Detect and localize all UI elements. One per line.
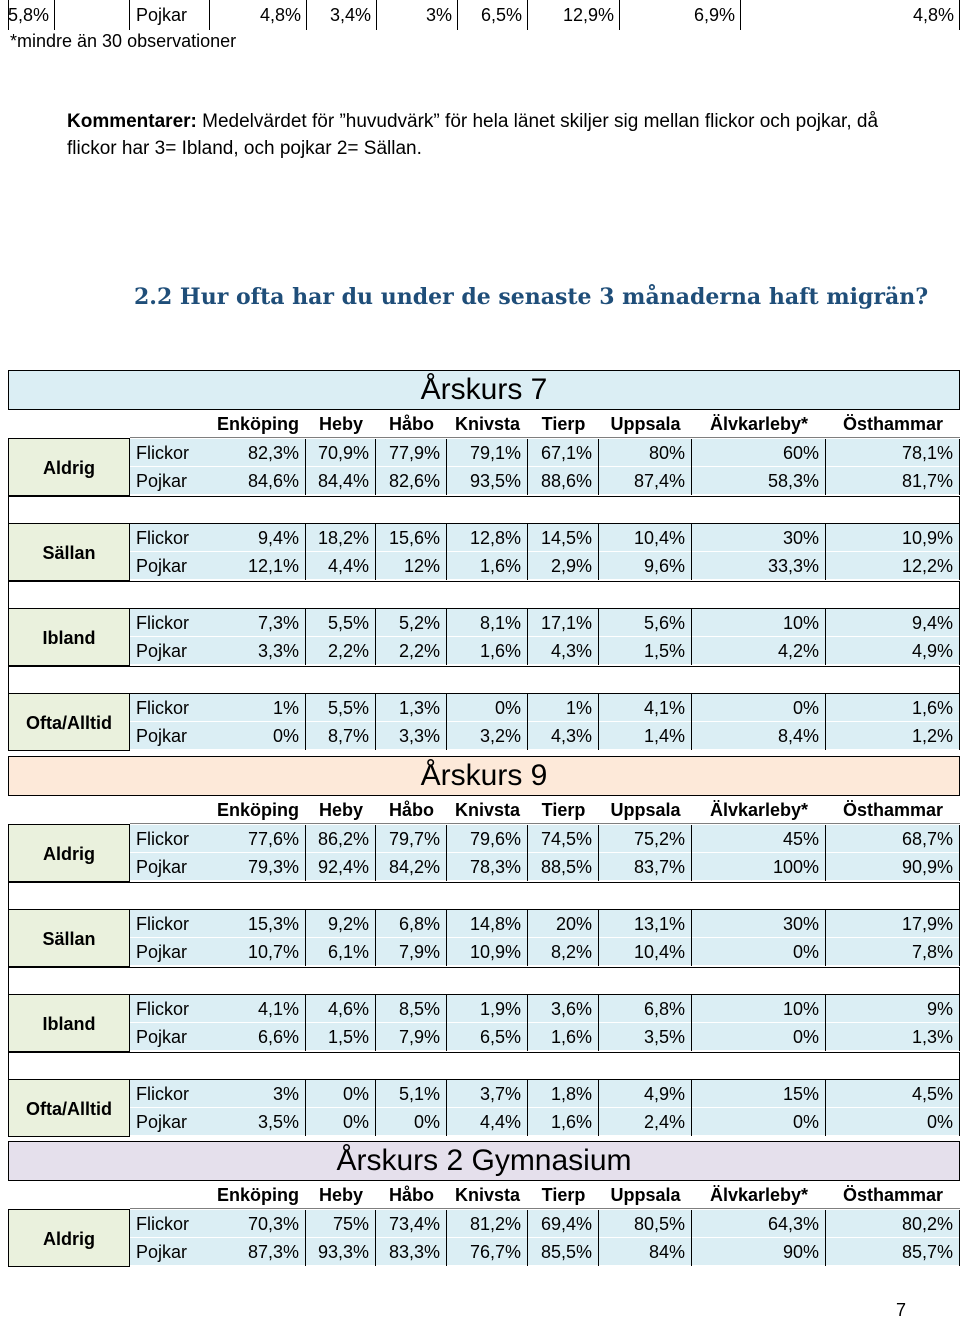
gender-label: Pojkar	[136, 556, 188, 576]
frequency-label: Ofta/Alltid	[8, 1079, 130, 1137]
group-spacer	[8, 496, 960, 524]
table-cell: 15%	[692, 1080, 826, 1108]
table-cell: 75,2%	[599, 825, 692, 853]
table-cell: 33,3%	[692, 552, 826, 580]
table-cell: 77,6%	[210, 825, 306, 853]
table-cell: 1,6%	[826, 694, 960, 722]
table-cell: 15,6%	[376, 524, 447, 552]
gender-label: Pojkar	[136, 726, 188, 746]
table-cell: 8,4%	[692, 722, 826, 750]
row-value: 4,8%	[210, 0, 307, 30]
footnote: *mindre än 30 observationer	[10, 31, 237, 51]
table-row	[130, 910, 960, 938]
table-cell: 8,1%	[447, 609, 528, 637]
table-cell: 87,4%	[599, 467, 692, 495]
table-row	[130, 825, 960, 853]
table-cell: 9,4%	[826, 609, 960, 637]
table-cell: 3,5%	[599, 1023, 692, 1051]
table-cell: 84,4%	[306, 467, 376, 495]
table-cell: 83,7%	[599, 853, 692, 881]
table-cell: 90%	[692, 1238, 826, 1266]
previous-table-row	[8, 0, 960, 30]
section-heading: 2.2 Hur ofta har du under de senaste 3 månaderna haft migrän?	[134, 284, 929, 310]
gender-label: Pojkar	[136, 1112, 188, 1132]
table-cell: 7,9%	[376, 938, 447, 966]
table-cell: 8,2%	[528, 938, 599, 966]
column-header: Tierp	[541, 1185, 586, 1205]
table-cell: 1,9%	[447, 995, 528, 1023]
table-cell: 0%	[306, 1108, 376, 1136]
gender-label: Pojkar	[136, 1027, 188, 1047]
column-header: Enköping	[217, 414, 299, 434]
group-spacer	[8, 1052, 960, 1080]
table-cell: 0%	[692, 694, 826, 722]
table-cell: 68,7%	[826, 825, 960, 853]
table-cell: 82,3%	[210, 439, 306, 467]
table-cell: 77,9%	[376, 439, 447, 467]
table-cell: 2,9%	[528, 552, 599, 580]
frequency-label: Sällan	[8, 523, 130, 581]
table-cell: 7,3%	[210, 609, 306, 637]
table-cell: 69,4%	[528, 1210, 599, 1238]
table-cell: 70,3%	[210, 1210, 306, 1238]
column-header: Heby	[318, 414, 363, 434]
table-cell: 81,7%	[826, 467, 960, 495]
table-cell: 10,9%	[826, 524, 960, 552]
table-cell: 20%	[528, 910, 599, 938]
table-cell: 93,5%	[447, 467, 528, 495]
row-value: 6,9%	[620, 0, 741, 30]
table-row	[130, 1238, 960, 1266]
table-cell: 5,5%	[306, 609, 376, 637]
table-cell: 4,1%	[599, 694, 692, 722]
table-row	[130, 722, 960, 750]
table-cell: 86,2%	[306, 825, 376, 853]
table-row	[130, 467, 960, 495]
group-spacer	[8, 967, 960, 995]
column-header: Heby	[318, 1185, 363, 1205]
table-cell: 1%	[210, 694, 306, 722]
frequency-label: Aldrig	[8, 438, 130, 496]
column-header: Östhammar	[842, 1185, 944, 1205]
table-cell: 8,5%	[376, 995, 447, 1023]
table-cell: 87,3%	[210, 1238, 306, 1266]
column-header: Enköping	[217, 800, 299, 820]
section-title: Årskurs 7	[8, 370, 960, 410]
table-row	[130, 853, 960, 881]
gender-label: Flickor	[136, 698, 189, 718]
table-cell: 73,4%	[376, 1210, 447, 1238]
column-header: Enköping	[217, 1185, 299, 1205]
table-cell: 12%	[376, 552, 447, 580]
table-cell: 80,5%	[599, 1210, 692, 1238]
table-cell: 9,6%	[599, 552, 692, 580]
table-cell: 79,1%	[447, 439, 528, 467]
table-cell: 80%	[599, 439, 692, 467]
table-cell: 9,2%	[306, 910, 376, 938]
table-cell: 78,3%	[447, 853, 528, 881]
table-cell: 10%	[692, 995, 826, 1023]
table-cell: 60%	[692, 439, 826, 467]
table-cell: 4,9%	[826, 637, 960, 665]
table-cell: 1,3%	[826, 1023, 960, 1051]
table-cell: 4,4%	[447, 1108, 528, 1136]
table-row	[130, 524, 960, 552]
table-cell: 6,8%	[599, 995, 692, 1023]
gender-label: Flickor	[136, 914, 189, 934]
column-header: Knivsta	[454, 800, 521, 820]
table-cell: 5,6%	[599, 609, 692, 637]
table-cell: 7,8%	[826, 938, 960, 966]
table-cell: 3,2%	[447, 722, 528, 750]
column-header: Uppsala	[610, 800, 681, 820]
table-cell: 4,5%	[826, 1080, 960, 1108]
group-spacer	[8, 882, 960, 910]
table-cell: 12,8%	[447, 524, 528, 552]
table-cell: 6,6%	[210, 1023, 306, 1051]
table-cell: 4,9%	[599, 1080, 692, 1108]
table-cell: 93,3%	[306, 1238, 376, 1266]
table-cell: 88,5%	[528, 853, 599, 881]
row-value: 6,5%	[458, 0, 528, 30]
table-cell: 80,2%	[826, 1210, 960, 1238]
table-cell: 9,4%	[210, 524, 306, 552]
table-cell: 64,3%	[692, 1210, 826, 1238]
comment-text: Medelvärdet för ”huvudvärk” för hela länet skiljer sig mellan flickor och pojkar, då flickor har 3= Ibland, och pojkar 2= Sällan.	[67, 111, 879, 159]
table-cell: 85,7%	[826, 1238, 960, 1266]
gender-label: Pojkar	[136, 942, 188, 962]
table-cell: 30%	[692, 910, 826, 938]
table-cell: 12,1%	[210, 552, 306, 580]
table-cell: 18,2%	[306, 524, 376, 552]
table-cell: 1,2%	[826, 722, 960, 750]
frequency-label: Ofta/Alltid	[8, 693, 130, 751]
column-header: Uppsala	[610, 414, 681, 434]
table-cell: 1,6%	[447, 637, 528, 665]
table-cell: 100%	[692, 853, 826, 881]
table-cell: 5,2%	[376, 609, 447, 637]
column-header: Östhammar	[842, 800, 944, 820]
table-cell: 6,8%	[376, 910, 447, 938]
comment-label: Kommentarer:	[67, 111, 197, 132]
frequency-label: Ibland	[8, 994, 130, 1052]
table-cell: 30%	[692, 524, 826, 552]
table-cell: 17,1%	[528, 609, 599, 637]
row-value: 3%	[377, 0, 458, 30]
table-cell: 0%	[210, 722, 306, 750]
table-row	[130, 995, 960, 1023]
table-cell: 3,6%	[528, 995, 599, 1023]
table-cell: 1,5%	[599, 637, 692, 665]
table-cell: 79,3%	[210, 853, 306, 881]
frequency-label: Ibland	[8, 608, 130, 666]
column-header: Håbo	[389, 1185, 434, 1205]
table-row	[130, 439, 960, 467]
row-label: Pojkar	[130, 0, 210, 30]
table-cell: 90,9%	[826, 853, 960, 881]
table-cell: 2,4%	[599, 1108, 692, 1136]
table-cell: 81,2%	[447, 1210, 528, 1238]
group-spacer	[8, 581, 960, 609]
table-cell: 4,3%	[528, 637, 599, 665]
table-cell: 1,5%	[306, 1023, 376, 1051]
column-header: Älvkarleby*	[709, 800, 809, 820]
table-cell: 1,8%	[528, 1080, 599, 1108]
table-cell: 8,7%	[306, 722, 376, 750]
table-cell: 4,3%	[528, 722, 599, 750]
table-cell: 79,6%	[447, 825, 528, 853]
table-cell: 4,4%	[306, 552, 376, 580]
frequency-label: Aldrig	[8, 1209, 130, 1267]
frequency-label: Sällan	[8, 909, 130, 967]
table-row	[130, 694, 960, 722]
table-cell: 9%	[826, 995, 960, 1023]
table-cell: 17,9%	[826, 910, 960, 938]
gender-label: Flickor	[136, 613, 189, 633]
table-cell: 70,9%	[306, 439, 376, 467]
table-cell: 3,5%	[210, 1108, 306, 1136]
column-header: Knivsta	[454, 1185, 521, 1205]
table-cell: 3,3%	[376, 722, 447, 750]
table-cell: 45%	[692, 825, 826, 853]
table-cell: 0%	[692, 1023, 826, 1051]
gender-label: Pojkar	[136, 857, 188, 877]
column-header: Älvkarleby*	[709, 414, 809, 434]
column-header-row	[130, 410, 960, 438]
table-row	[130, 1108, 960, 1136]
table-cell: 4,2%	[692, 637, 826, 665]
table-cell: 14,5%	[528, 524, 599, 552]
table-cell: 2,2%	[376, 637, 447, 665]
section-title: Årskurs 2 Gymnasium	[8, 1141, 960, 1181]
table-row	[130, 1023, 960, 1051]
row-value: 5,8%	[8, 0, 55, 30]
gender-label: Pojkar	[136, 471, 188, 491]
table-cell: 10,4%	[599, 938, 692, 966]
table-cell: 13,1%	[599, 910, 692, 938]
table-row	[130, 637, 960, 665]
column-header: Östhammar	[842, 414, 944, 434]
table-cell: 88,6%	[528, 467, 599, 495]
gender-label: Flickor	[136, 829, 189, 849]
section-title: Årskurs 9	[8, 756, 960, 796]
table-cell: 92,4%	[306, 853, 376, 881]
column-header: Tierp	[541, 414, 586, 434]
table-row	[130, 1210, 960, 1238]
table-cell: 0%	[376, 1108, 447, 1136]
table-row	[130, 609, 960, 637]
table-cell: 75%	[306, 1210, 376, 1238]
table-cell: 1%	[528, 694, 599, 722]
table-cell: 79,7%	[376, 825, 447, 853]
table-cell: 7,9%	[376, 1023, 447, 1051]
table-cell: 10,9%	[447, 938, 528, 966]
table-row	[130, 552, 960, 580]
table-cell: 83,3%	[376, 1238, 447, 1266]
table-cell: 14,8%	[447, 910, 528, 938]
column-header: Heby	[318, 800, 363, 820]
gender-label: Flickor	[136, 528, 189, 548]
table-cell: 6,5%	[447, 1023, 528, 1051]
table-cell: 3,3%	[210, 637, 306, 665]
table-cell: 3%	[210, 1080, 306, 1108]
table-cell: 10,4%	[599, 524, 692, 552]
table-cell: 6,1%	[306, 938, 376, 966]
gender-label: Pojkar	[136, 1242, 188, 1262]
table-cell: 1,6%	[528, 1023, 599, 1051]
table-cell: 84%	[599, 1238, 692, 1266]
gender-label: Flickor	[136, 443, 189, 463]
gender-label: Pojkar	[136, 641, 188, 661]
table-cell: 5,5%	[306, 694, 376, 722]
table-cell: 84,2%	[376, 853, 447, 881]
table-cell: 82,6%	[376, 467, 447, 495]
table-cell: 0%	[447, 694, 528, 722]
column-header: Håbo	[389, 800, 434, 820]
table-cell: 1,6%	[528, 1108, 599, 1136]
table-cell: 0%	[306, 1080, 376, 1108]
table-cell: 78,1%	[826, 439, 960, 467]
column-header: Uppsala	[610, 1185, 681, 1205]
table-cell: 1,3%	[376, 694, 447, 722]
table-cell: 10,7%	[210, 938, 306, 966]
page-number: 7	[895, 1300, 906, 1320]
table-cell: 4,1%	[210, 995, 306, 1023]
table-cell: 84,6%	[210, 467, 306, 495]
table-row	[130, 938, 960, 966]
group-spacer	[8, 666, 960, 694]
gender-label: Flickor	[136, 1214, 189, 1234]
column-header: Tierp	[541, 800, 586, 820]
comment	[67, 108, 887, 162]
row-value: 12,9%	[528, 0, 620, 30]
table-cell: 85,5%	[528, 1238, 599, 1266]
table-cell: 0%	[692, 1108, 826, 1136]
table-cell: 58,3%	[692, 467, 826, 495]
table-cell: 76,7%	[447, 1238, 528, 1266]
table-cell: 67,1%	[528, 439, 599, 467]
row-value: 3,4%	[307, 0, 377, 30]
table-cell: 3,7%	[447, 1080, 528, 1108]
table-cell: 1,4%	[599, 722, 692, 750]
gender-label: Flickor	[136, 1084, 189, 1104]
table-cell: 0%	[826, 1108, 960, 1136]
table-cell: 1,6%	[447, 552, 528, 580]
column-header: Knivsta	[454, 414, 521, 434]
gender-label: Flickor	[136, 999, 189, 1019]
table-cell: 74,5%	[528, 825, 599, 853]
column-header-row	[130, 796, 960, 824]
column-header: Håbo	[389, 414, 434, 434]
table-cell: 10%	[692, 609, 826, 637]
column-header: Älvkarleby*	[709, 1185, 809, 1205]
table-cell: 12,2%	[826, 552, 960, 580]
table-cell: 15,3%	[210, 910, 306, 938]
table-cell: 2,2%	[306, 637, 376, 665]
table-cell: 5,1%	[376, 1080, 447, 1108]
row-value: 4,8%	[741, 0, 960, 30]
table-row	[130, 1080, 960, 1108]
column-header-row	[130, 1181, 960, 1209]
frequency-label: Aldrig	[8, 824, 130, 882]
table-cell: 0%	[692, 938, 826, 966]
table-cell: 4,6%	[306, 995, 376, 1023]
